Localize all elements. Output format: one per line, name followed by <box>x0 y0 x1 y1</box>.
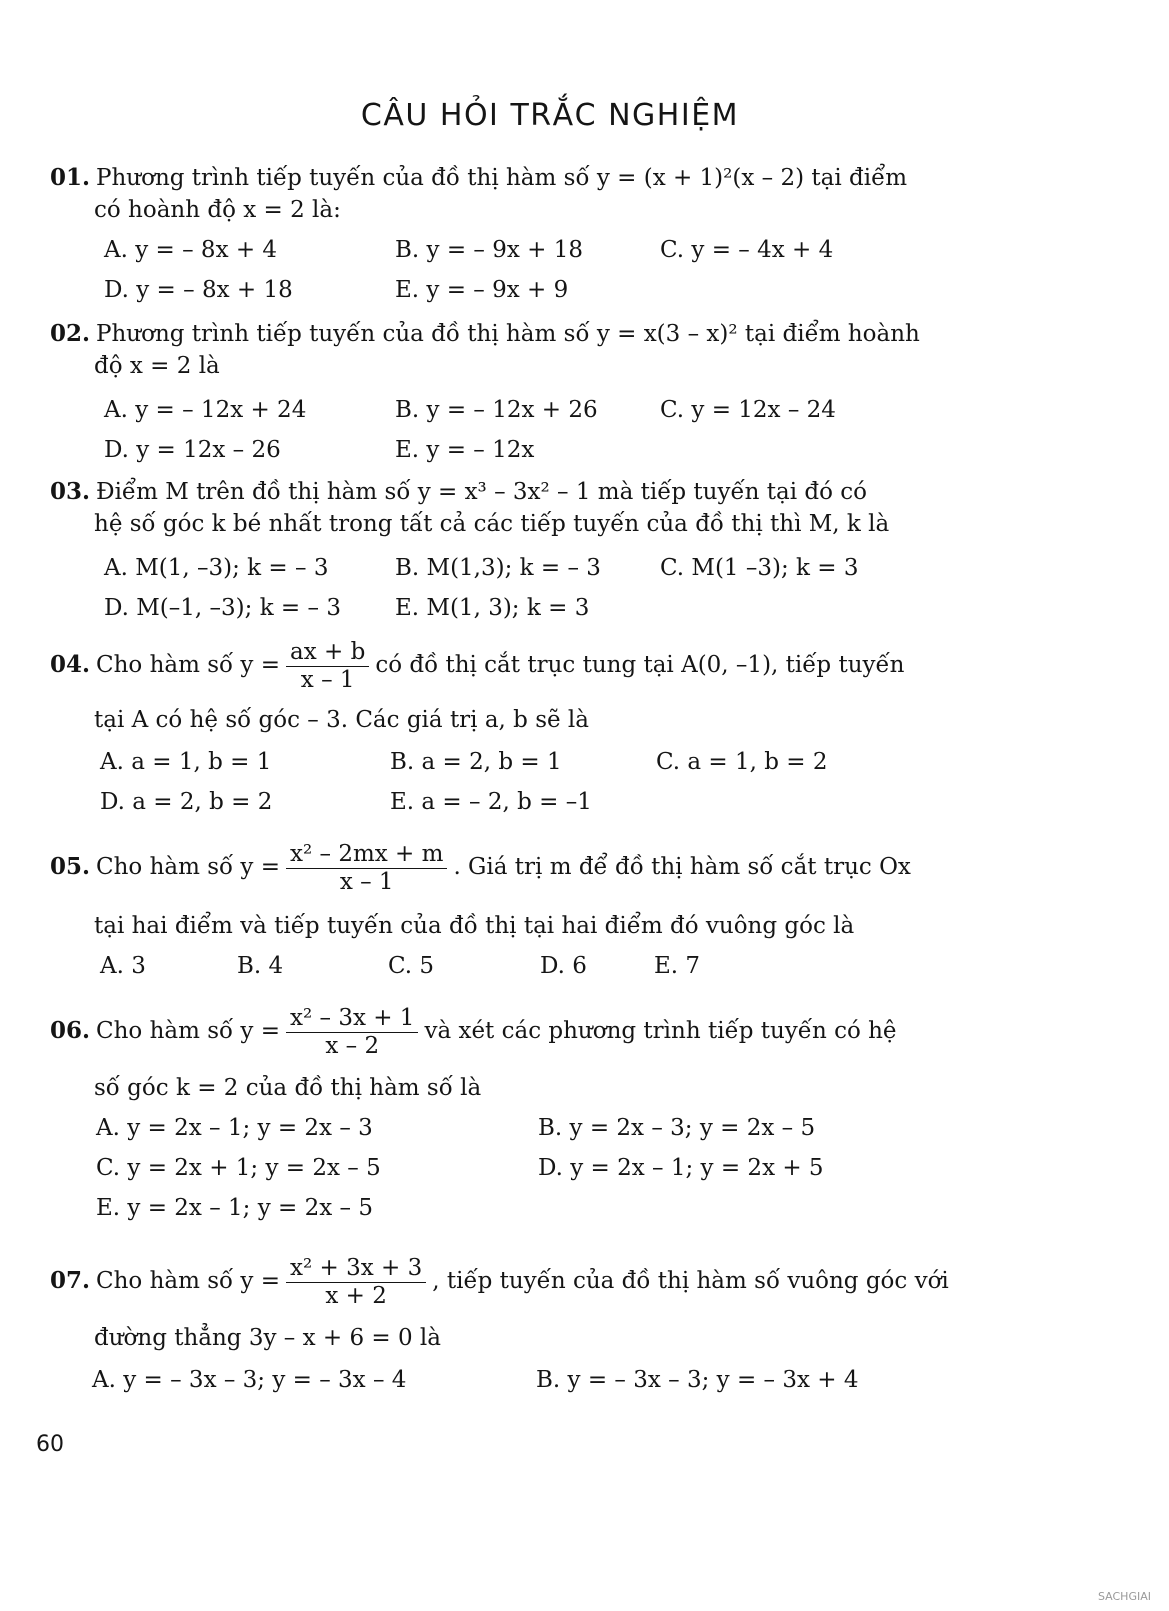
question-text: đường thẳng 3y – x + 6 = 0 là <box>94 1325 441 1351</box>
options-row <box>50 390 950 430</box>
question-05 <box>50 836 950 986</box>
options-row <box>50 230 950 270</box>
option-b: B. 4 <box>237 953 284 979</box>
question-04 <box>50 634 950 822</box>
option-b: B. y = – 12x + 26 <box>395 397 598 423</box>
option-e: E. y = 2x – 1; y = 2x – 5 <box>96 1195 373 1221</box>
fraction-numerator: ax + b <box>286 639 369 666</box>
option-a: A. y = – 8x + 4 <box>104 237 278 263</box>
question-text: Phương trình tiếp tuyến của đồ thị hàm số y = x(3 – x)² tại điểm hoành <box>96 321 920 347</box>
option-d: D. M(–1, –3); k = – 3 <box>104 595 341 621</box>
option-b: B. M(1,3); k = – 3 <box>395 555 601 581</box>
question-text: tại hai điểm và tiếp tuyến của đồ thị tại hai điểm đó vuông góc là <box>94 913 855 939</box>
options-row <box>50 270 950 310</box>
question-text: và xét các phương trình tiếp tuyến có hệ <box>424 1018 897 1044</box>
option-a: A. 3 <box>100 953 146 979</box>
option-c: C. y = – 4x + 4 <box>660 237 834 263</box>
option-b: B. y = – 3x – 3; y = – 3x + 4 <box>536 1367 859 1393</box>
question-number: 02. <box>50 320 91 347</box>
option-d: D. a = 2, b = 2 <box>100 789 273 815</box>
question-number: 07. <box>50 1267 91 1294</box>
question-01 <box>50 162 950 310</box>
question-number: 03. <box>50 478 91 505</box>
question-number: 04. <box>50 651 91 678</box>
option-a: A. a = 1, b = 1 <box>100 749 272 775</box>
fraction <box>286 841 447 895</box>
option-c: C. a = 1, b = 2 <box>656 749 828 775</box>
options-row <box>50 782 950 822</box>
option-a: A. y = – 3x – 3; y = – 3x – 4 <box>92 1367 407 1393</box>
option-a: A. y = 2x – 1; y = 2x – 3 <box>96 1115 373 1141</box>
options-row <box>50 430 950 470</box>
option-b: B. y = – 9x + 18 <box>395 237 583 263</box>
question-text: độ x = 2 là <box>94 353 220 379</box>
question-text: Cho hàm số y = <box>96 854 280 880</box>
options-row <box>50 588 950 628</box>
fraction <box>286 1255 426 1309</box>
options-row <box>50 946 950 986</box>
question-text: hệ số góc k bé nhất trong tất cả các tiếp tuyến của đồ thị thì M, k là <box>94 511 890 537</box>
question-text: Cho hàm số y = <box>96 1018 280 1044</box>
option-b: B. y = 2x – 3; y = 2x – 5 <box>538 1115 816 1141</box>
fraction-numerator: x² + 3x + 3 <box>286 1255 426 1282</box>
fraction-numerator: x² – 3x + 1 <box>286 1005 418 1032</box>
options-row <box>50 548 950 588</box>
option-c: C. 5 <box>388 953 435 979</box>
fraction-numerator: x² – 2mx + m <box>286 841 447 868</box>
option-b: B. a = 2, b = 1 <box>390 749 562 775</box>
question-text: Phương trình tiếp tuyến của đồ thị hàm số y = (x + 1)²(x – 2) tại điểm <box>96 165 908 191</box>
fraction <box>286 1005 418 1059</box>
question-text: . Giá trị m để đồ thị hàm số cắt trục Ox <box>453 854 911 880</box>
question-text: Cho hàm số y = <box>96 1268 280 1294</box>
question-text: Điểm M trên đồ thị hàm số y = x³ – 3x² – 1 mà tiếp tuyến tại đó có <box>96 479 867 505</box>
options-row <box>50 1360 950 1400</box>
option-e: E. y = – 12x <box>395 437 535 463</box>
option-d: D. y = 2x – 1; y = 2x + 5 <box>538 1155 824 1181</box>
option-e: E. a = – 2, b = –1 <box>390 789 592 815</box>
page-title: CÂU HỎI TRẮC NGHIỆM <box>360 98 740 133</box>
question-number: 01. <box>50 164 91 191</box>
question-text: số góc k = 2 của đồ thị hàm số là <box>94 1075 482 1101</box>
options-row <box>50 1148 950 1188</box>
question-07 <box>50 1250 950 1400</box>
question-number: 06. <box>50 1017 91 1044</box>
fraction-denominator: x + 2 <box>325 1282 387 1309</box>
option-a: A. M(1, –3); k = – 3 <box>104 555 329 581</box>
fraction-denominator: x – 1 <box>300 666 355 693</box>
options-row <box>50 742 950 782</box>
option-d: D. y = 12x – 26 <box>104 437 281 463</box>
question-02 <box>50 318 950 470</box>
question-text: có hoành độ x = 2 là: <box>94 197 341 223</box>
question-06 <box>50 1000 950 1228</box>
question-03 <box>50 476 950 628</box>
options-row <box>50 1188 950 1228</box>
option-c: C. y = 2x + 1; y = 2x – 5 <box>96 1155 381 1181</box>
fraction-denominator: x – 1 <box>339 868 394 895</box>
option-d: D. 6 <box>540 953 587 979</box>
question-text: tại A có hệ số góc – 3. Các giá trị a, b sẽ là <box>94 707 590 733</box>
watermark: SACHGIAI <box>1097 1590 1151 1603</box>
question-text: , tiếp tuyến của đồ thị hàm số vuông góc với <box>432 1268 949 1294</box>
options-row <box>50 1108 950 1148</box>
fraction-denominator: x – 2 <box>325 1032 380 1059</box>
option-c: C. y = 12x – 24 <box>660 397 836 423</box>
option-d: D. y = – 8x + 18 <box>104 277 293 303</box>
page-number: 60 <box>36 1432 64 1457</box>
question-text: có đồ thị cắt trục tung tại A(0, –1), tiếp tuyến <box>375 652 905 678</box>
option-e: E. y = – 9x + 9 <box>395 277 569 303</box>
option-e: E. 7 <box>654 953 701 979</box>
option-a: A. y = – 12x + 24 <box>104 397 307 423</box>
fraction <box>286 639 369 693</box>
question-number: 05. <box>50 853 91 880</box>
option-e: E. M(1, 3); k = 3 <box>395 595 590 621</box>
question-text: Cho hàm số y = <box>96 652 280 678</box>
option-c: C. M(1 –3); k = 3 <box>660 555 859 581</box>
